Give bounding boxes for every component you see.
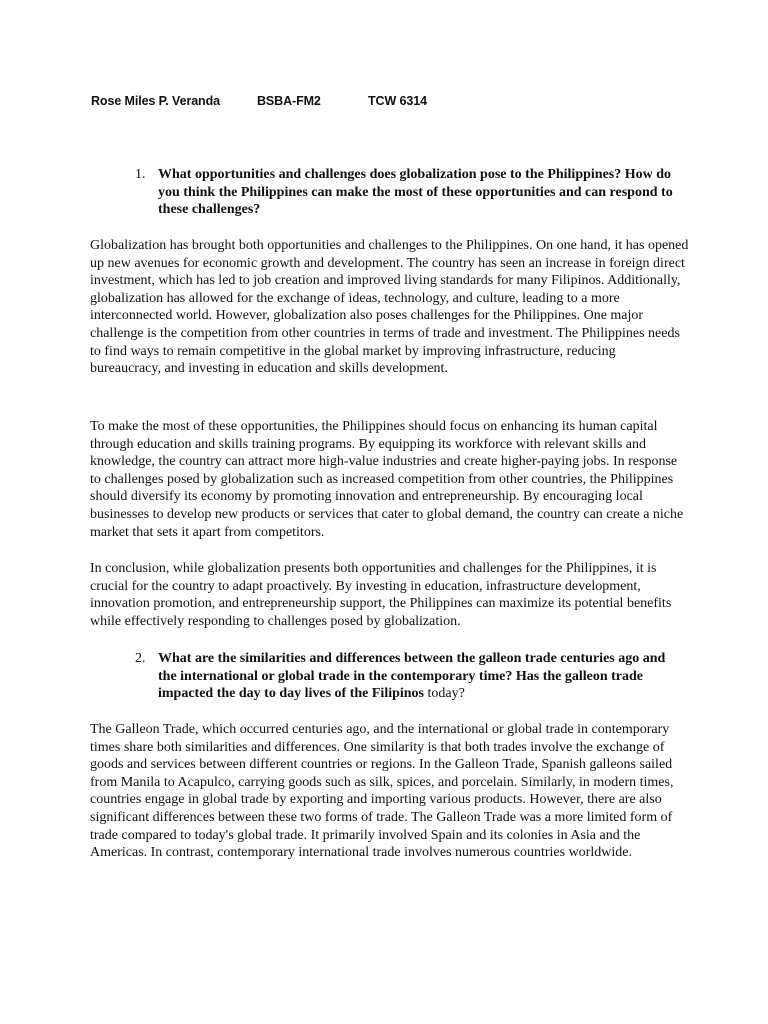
- program-code: BSBA-FM2: [257, 94, 321, 108]
- question-2-bold-text: What are the similarities and differences between the galleon trade centuries ago and the international or global trade in the contemporary time? Has the galleon trade impacted the day to day lives of the Filipinos: [158, 651, 666, 701]
- question-1-number: 1.: [135, 167, 146, 182]
- answer-1-paragraph-3: In conclusion, while globalization presents both opportunities and challenges for the Philippines, it is crucial for the country to adapt proactively. By investing in education, infrastructure development, innovation promotion, and entrepreneurship support, the Philippines can maximize its potential benefits while effectively responding to challenges posed by globalization.: [90, 561, 672, 629]
- course-code: TCW 6314: [368, 94, 427, 108]
- answer-1-paragraph-1: Globalization has brought both opportunities and challenges to the Philippines. On one hand, it has opened up new avenues for economic growth and development. The country has seen an increase in foreign direct investment, which has led to job creation and improved living standards for many Filipinos. Additionally, globalization has allowed for the exchange of ideas, technology, and culture, leading to a more interconnected world. However, globalization also poses challenges for the Philippines. One major challenge is the competition from other countries in terms of trade and investment. The Philippines needs to find ways to remain competitive in the global market by improving infrastructure, reducing bureaucracy, and investing in education and skills development.: [90, 238, 689, 377]
- question-2-text: [158, 650, 680, 703]
- answer-2-paragraph-1: The Galleon Trade, which occurred centuries ago, and the international or global trade in contemporary times share both similarities and differences. One similarity is that both trades involve the exchange of goods and services between different countries or regions. In the Galleon Trade, Spanish galleons sailed from Manila to Acapulco, carrying goods such as silk, spices, and porcelain. Similarly, in modern times, countries engage in global trade by exporting and importing various products. However, there are also significant differences between these two forms of trade. The Galleon Trade was a more limited form of trade compared to today's global trade. It primarily involved Spain and its colonies in Asia and the Americas. In contrast, contemporary international trade involves numerous countries worldwide.: [90, 722, 674, 861]
- question-2: [135, 650, 680, 703]
- question-1-bold-text: What opportunities and challenges does globalization pose to the Philippines? How do you think the Philippines can make the most of these opportunities and can respond to these challenges?: [158, 167, 673, 217]
- answer-1-paragraph-2: To make the most of these opportunities, the Philippines should focus on enhancing its human capital through education and skills training programs. By equipping its workforce with relevant skills and knowledge, the country can attract more high-value industries and create higher-paying jobs. In response to challenges posed by globalization such as increased competition from other countries, the Philippines should diversify its economy by promoting innovation and entrepreneurship. By encouraging local businesses to develop new products or services that cater to global demand, the country can create a niche market that sets it apart from competitors.: [90, 419, 684, 540]
- question-2-number: 2.: [135, 651, 146, 666]
- question-1-text: [158, 166, 680, 219]
- question-2-normal-text: today?: [424, 686, 465, 701]
- question-1: [135, 166, 680, 219]
- student-name: Rose Miles P. Veranda: [91, 94, 220, 108]
